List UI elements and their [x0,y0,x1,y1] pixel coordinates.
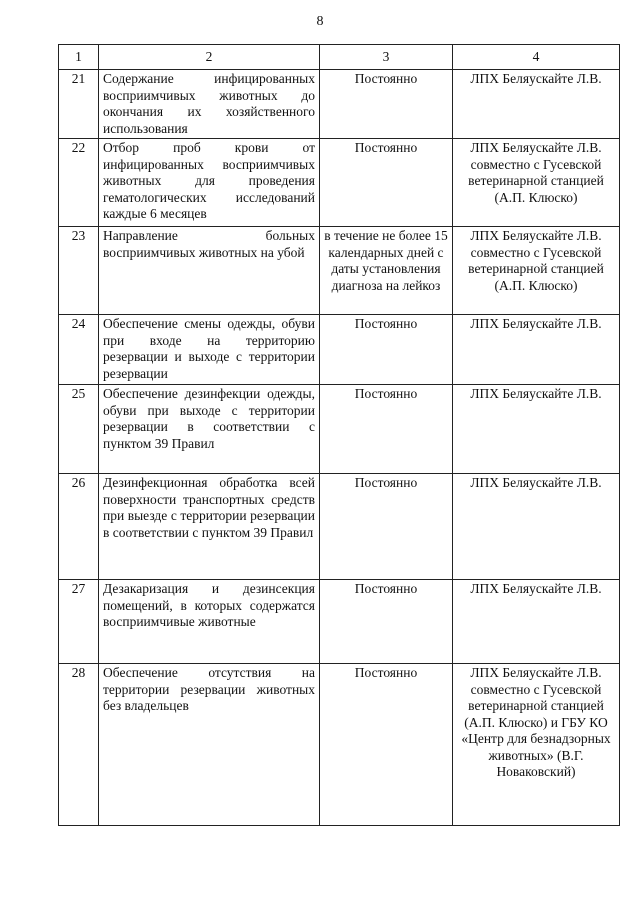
column-header-4: 4 [453,45,620,70]
column-header-1: 1 [59,45,99,70]
header-row [59,45,620,70]
measure-description: Обеспечение смены одежды, обуви при входе на территорию резервации и выходе с территории резервации [99,315,320,385]
measure-description: Направление больных восприимчивых животных на убой [99,227,320,315]
responsible-party: ЛПХ Беляускайте Л.В. совместно с Гусевской ветеринарной станцией (А.П. Клюско) [453,227,620,315]
measure-description: Содержание инфицированных восприимчивых животных до окончания их хозяйственного использования [99,70,320,139]
column-header-3: 3 [320,45,453,70]
table-row [59,70,620,139]
row-number: 21 [59,70,99,139]
measure-term: Постоянно [320,664,453,826]
measure-term: Постоянно [320,139,453,227]
row-number: 24 [59,315,99,385]
table-row [59,315,620,385]
row-number: 22 [59,139,99,227]
responsible-party: ЛПХ Беляускайте Л.В. совместно с Гусевской ветеринарной станцией (А.П. Клюско) и ГБУ КО «Центр для безнадзорных животных» (В.Г. Новаковский) [453,664,620,826]
measure-term: в течение не более 15 календарных дней с даты установления диагноза на лейкоз [320,227,453,315]
responsible-party: ЛПХ Беляускайте Л.В. [453,385,620,474]
table-row [59,580,620,664]
table-row [59,227,620,315]
responsible-party: ЛПХ Беляускайте Л.В. [453,580,620,664]
measure-description: Отбор проб крови от инфицированных восприимчивых животных для проведения гематологических исследований каждые 6 месяцев [99,139,320,227]
table-row [59,474,620,580]
measures-table [58,44,620,826]
measure-term: Постоянно [320,580,453,664]
measure-term: Постоянно [320,315,453,385]
row-number: 27 [59,580,99,664]
row-number: 28 [59,664,99,826]
measure-term: Постоянно [320,474,453,580]
table-row [59,664,620,826]
row-number: 26 [59,474,99,580]
responsible-party: ЛПХ Беляускайте Л.В. [453,70,620,139]
measure-description: Обеспечение отсутствия на территории резервации животных без владельцев [99,664,320,826]
row-number: 23 [59,227,99,315]
column-header-2: 2 [99,45,320,70]
table-row [59,385,620,474]
row-number: 25 [59,385,99,474]
measure-description: Обеспечение дезинфекции одежды, обуви при выходе с территории резервации в соответствии с пунктом 39 Правил [99,385,320,474]
responsible-party: ЛПХ Беляускайте Л.В. [453,315,620,385]
table-row [59,139,620,227]
responsible-party: ЛПХ Беляускайте Л.В. [453,474,620,580]
measure-term: Постоянно [320,385,453,474]
measure-description: Дезакаризация и дезинсекция помещений, в которых содержатся восприимчивые животные [99,580,320,664]
measure-description: Дезинфекционная обработка всей поверхности транспортных средств при выезде с территории резервации в соответствии с пунктом 39 Правил [99,474,320,580]
measure-term: Постоянно [320,70,453,139]
page-number: 8 [316,14,324,29]
responsible-party: ЛПХ Беляускайте Л.В. совместно с Гусевской ветеринарной станцией (А.П. Клюско) [453,139,620,227]
